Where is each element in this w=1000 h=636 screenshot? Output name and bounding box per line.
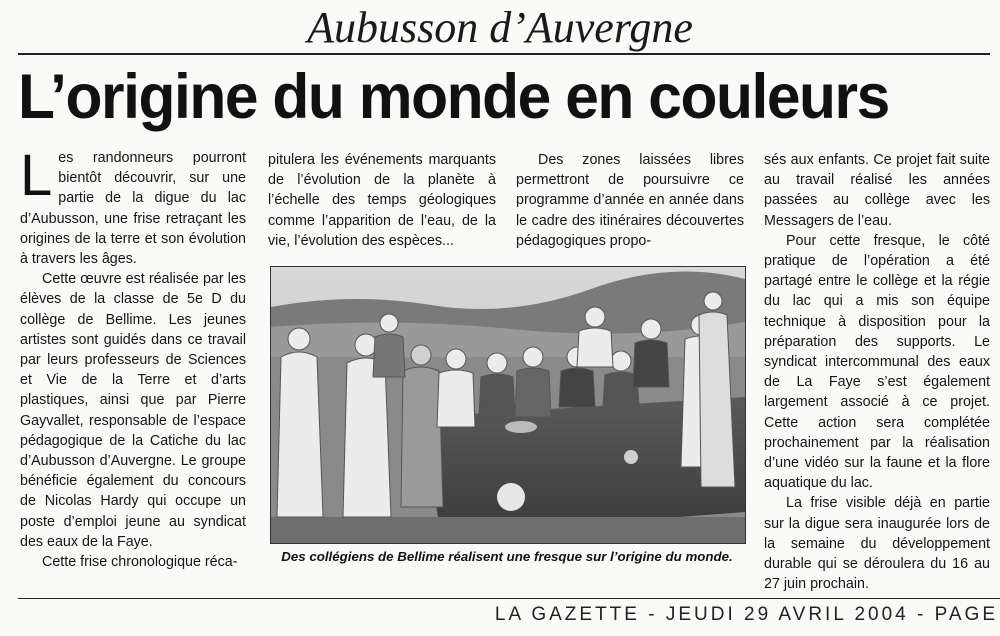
column-1-paragraph-2: Cette œuvre est réalisée par les élèves de la classe de 5e D du collège de Bellime. Les jeunes artistes sont guidés dans ce travail par leurs professeurs de Sciences et Vie de la Terre et d’arts plastiques, ainsi que par Pierre Gayvallet, responsable de l’espace pédagogique de la Catiche du lac d’Aubusson d’Auvergne. Le groupe bénéficie également du concours de Nicolas Hardy qui occupe un poste d’emploi jeune au syndicat des eaux de la Faye. [20,271,246,550]
section-kicker: Aubusson d’Auvergne [307,3,693,52]
article-column-4 [764,150,990,594]
footer-folio: LA GAZETTE - JEUDI 29 AVRIL 2004 - PAGE [494,604,998,625]
article-column-2 [268,150,496,251]
photo-illustration [271,267,745,543]
column-4-paragraph-3: La frise visible déjà en partie sur la digue sera inaugurée lors de la semaine du développement durable qui se déroulera du 16 au 27 juin prochain. [764,495,990,593]
column-4-paragraph-1: sés aux enfants. Ce projet fait suite au travail réalisé les années passées au collège avec les Messagers de l’eau. [764,152,990,229]
column-2-paragraph-1: pitulera les événements marquants de l’évolution de la planète à l’échelle des temps géologiques comme l’apparition de l’eau, de la vie, l’évolution des espèces... [268,152,496,249]
column-1-text-1: es randonneurs pourront bientôt découvrir, sur une partie de la digue du lac d’Aubusson, une frise retraçant les origines de la terre et son évolution à travers les âges. [20,150,246,268]
top-rule [18,53,990,55]
footer-rule [18,598,1000,599]
column-3-paragraph-1: Des zones laissées libres permettront de poursuivre ce programme d’année en année dans le cadre des itinéraires découvertes pédagogiques propo- [516,152,744,249]
photo-fresco-planet [497,483,525,511]
article-column-3 [516,150,744,251]
column-4-paragraph-2: Pour cette fresque, le côté pratique de l’opération a été partagé entre le collège et la régie du lac qui a mis son équipe technique à disposition pour la préparation des supports. Le syndicat intercommunal des eaux de La Faye s’est également largement associé à ce projet. Cette action sera complétée prochainement par la réalisation d’une vidéo sur la faune et la flore aquatique du lac. [764,232,990,492]
group-photo [270,266,746,544]
column-1-paragraph-3: Cette frise chronologique réca- [42,554,238,571]
photo-caption: Des collégiens de Bellime réalisent une fresque sur l’origine du monde. [281,549,733,564]
headline: L’origine du monde en couleurs [18,62,889,132]
drop-cap: L [20,143,53,208]
column-1-paragraph-1 [20,143,246,269]
article-column-1 [20,143,246,572]
